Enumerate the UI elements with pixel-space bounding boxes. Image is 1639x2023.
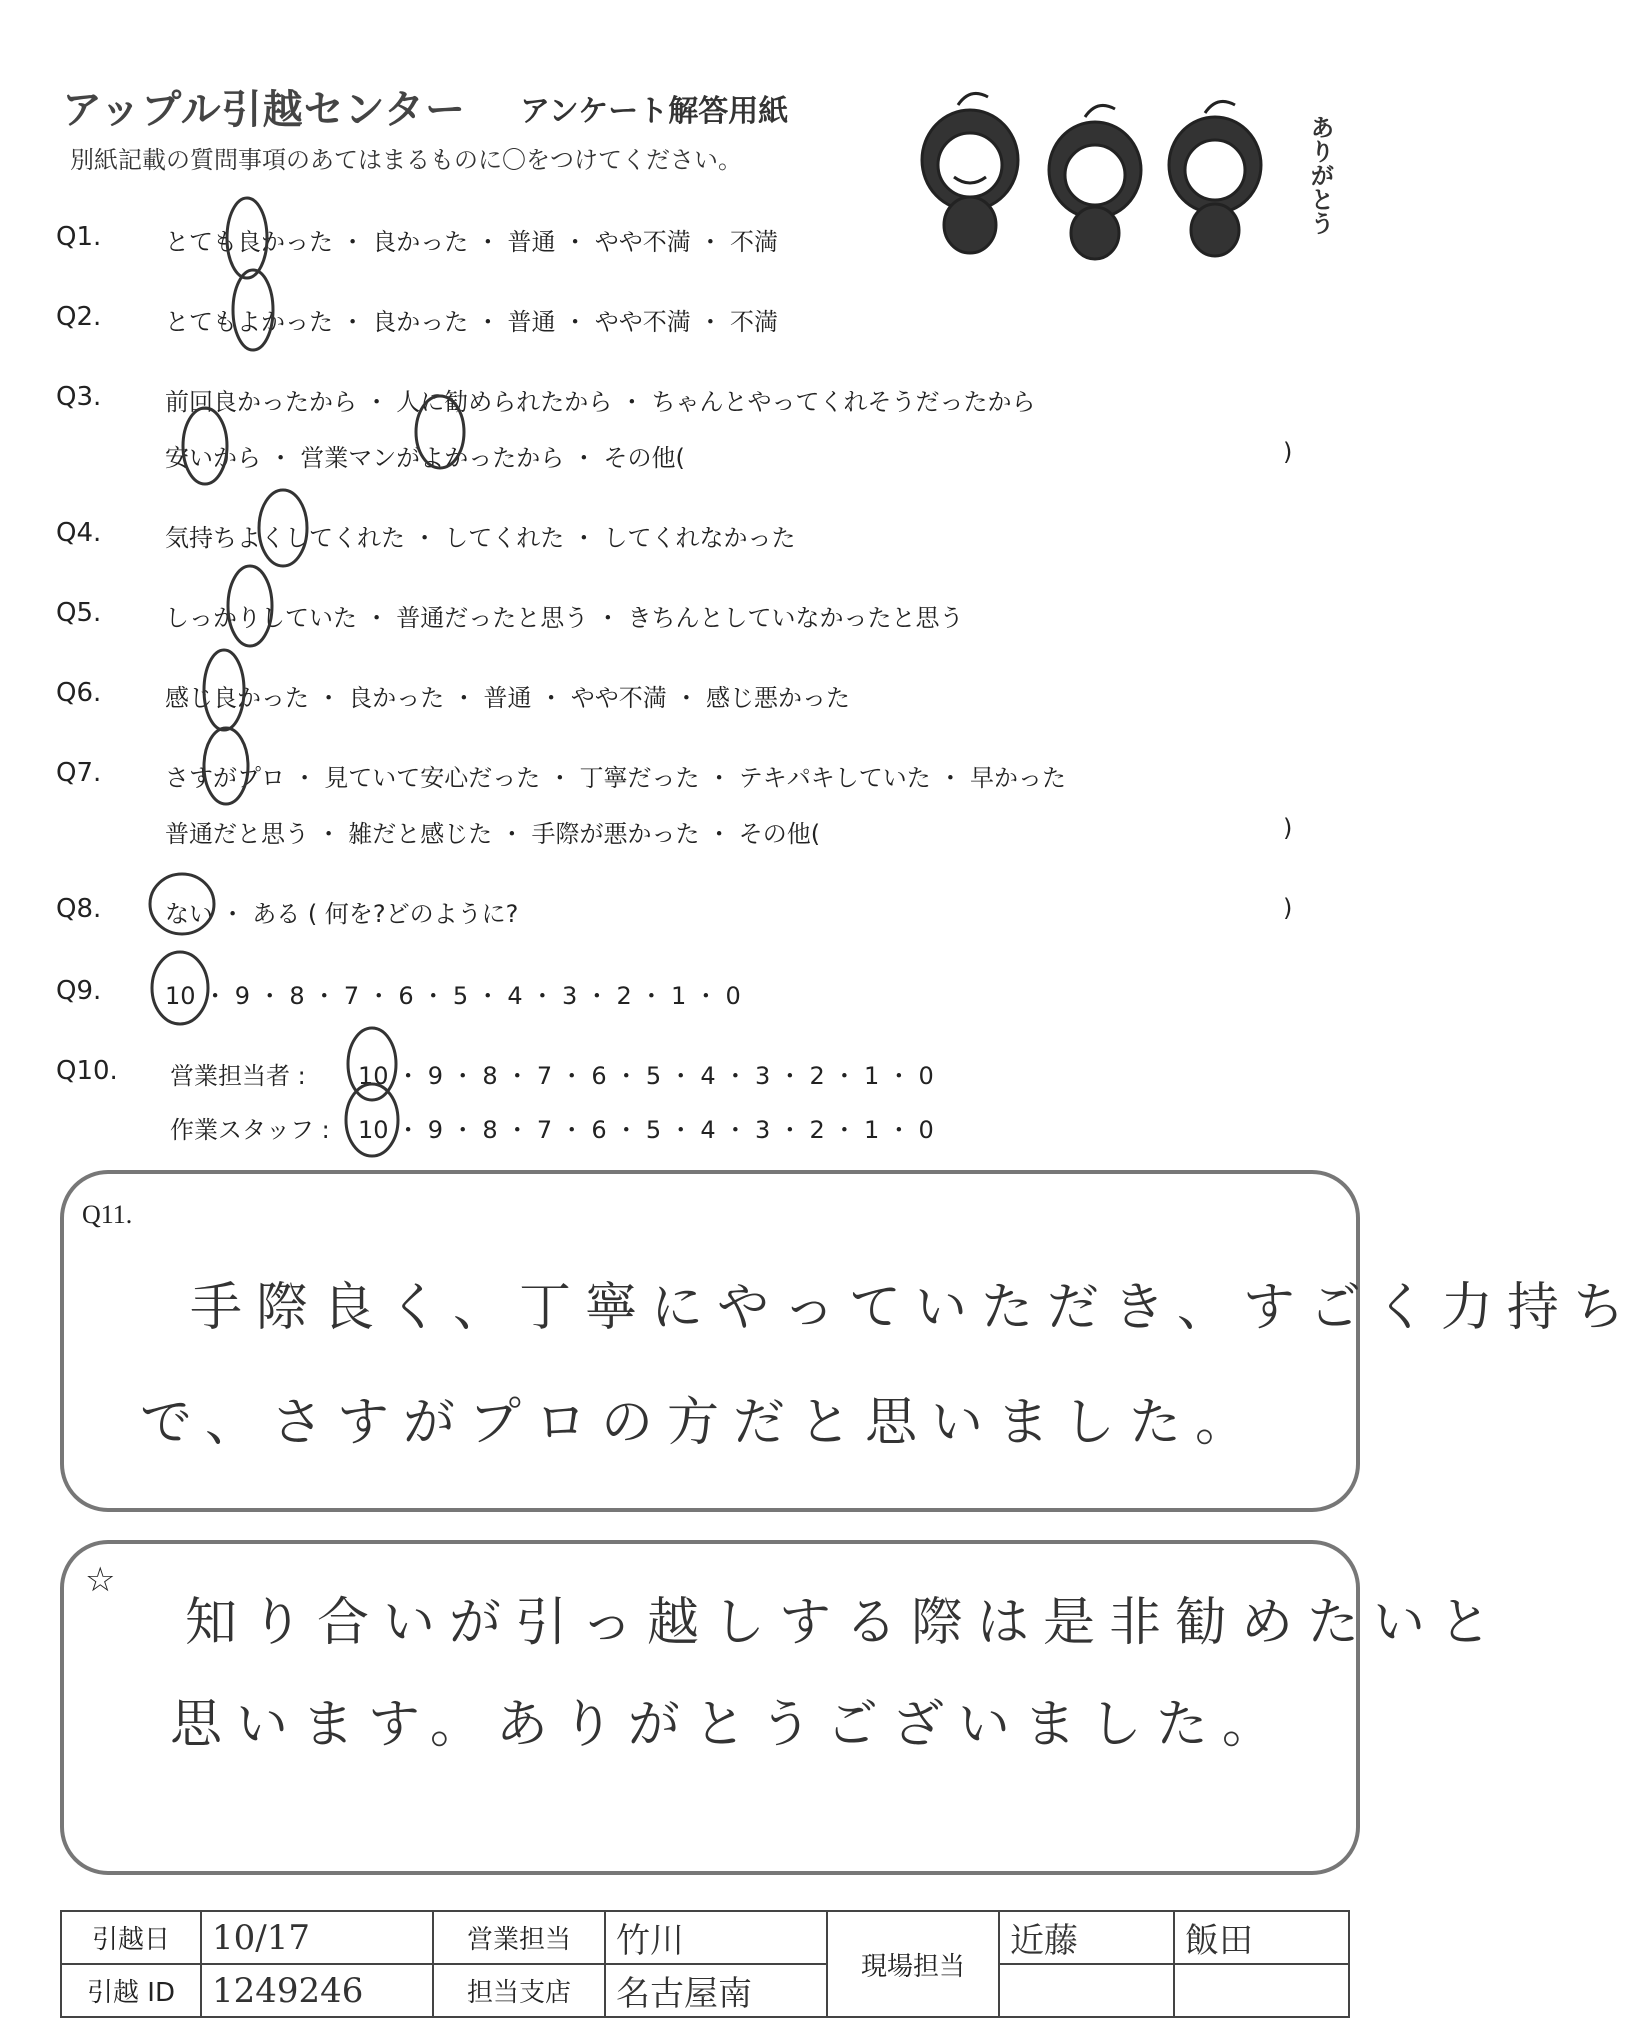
q8-close-paren: ) <box>1283 894 1293 922</box>
instruction-text: 別紙記載の質問事項のあてはまるものに〇をつけてください。 <box>70 146 742 174</box>
q10-sales-label: 営業担当者 : <box>170 1062 306 1090</box>
q9-scale: 10 ・ 9 ・ 8 ・ 7 ・ 6 ・ 5 ・ 4 ・ 3 ・ 2 ・ 1 ・ 0 <box>165 982 741 1010</box>
q3-close-paren: ) <box>1283 438 1293 466</box>
branch-value: 名古屋南 <box>605 1964 827 2017</box>
move-id-value: 1249246 <box>201 1964 433 2017</box>
star-comment-line1: 知り合いが引っ越しする際は是非勧めたいと <box>185 1593 1506 1653</box>
q10-staff-scale: 10 ・ 9 ・ 8 ・ 7 ・ 6 ・ 5 ・ 4 ・ 3 ・ 2 ・ 1 ・ 0 <box>358 1116 934 1144</box>
q4-label: Q4. <box>56 518 102 548</box>
q1-label: Q1. <box>56 222 102 252</box>
site-staff-empty-2 <box>1174 1964 1349 2017</box>
mascot-caption: ありがとう <box>1306 115 1334 235</box>
branch-label: 担当支店 <box>433 1964 605 2017</box>
move-date-value: 10/17 <box>201 1911 433 1964</box>
sales-rep-value: 竹川 <box>605 1911 827 1964</box>
q6-options: 感じ良かった ・ 良かった ・ 普通 ・ やや不満 ・ 感じ悪かった <box>165 684 851 712</box>
site-staff-empty-1 <box>999 1964 1174 2017</box>
q4-options: 気持ちよくしてくれた ・ してくれた ・ してくれなかった <box>165 524 796 552</box>
q10-staff-label: 作業スタッフ : <box>170 1116 330 1144</box>
sales-rep-label: 営業担当 <box>433 1911 605 1964</box>
q7-close-paren: ) <box>1283 814 1293 842</box>
q7-label: Q7. <box>56 758 102 788</box>
mascot-illustration <box>880 85 1340 260</box>
q8-options: ない ・ ある ( 何を?どのように? <box>165 900 519 928</box>
star-comment-line2: 思います。ありがとうございました。 <box>170 1695 1288 1755</box>
move-date-label: 引越日 <box>61 1911 201 1964</box>
site-staff-1: 近藤 <box>999 1911 1174 1964</box>
q1-options: とても良かった ・ 良かった ・ 普通 ・ やや不満 ・ 不満 <box>165 228 779 256</box>
q3-options-line2: 安いから ・ 営業マンがよかったから ・ その他( <box>165 444 685 472</box>
site-staff-2: 飯田 <box>1174 1911 1349 1964</box>
q5-options: しっかりしていた ・ 普通だったと思う ・ きちんとしていなかったと思う <box>165 604 964 632</box>
q3-options-line1: 前回良かったから ・ 人に勧められたから ・ ちゃんとやってくれそうだったから <box>165 388 1036 416</box>
mascot-3 <box>1169 101 1261 256</box>
q6-label: Q6. <box>56 678 102 708</box>
star-icon: ☆ <box>85 1560 116 1600</box>
q10-label: Q10. <box>56 1056 118 1086</box>
q11-comment-line2: で、さすがプロの方だと思いました。 <box>140 1393 1261 1453</box>
q9-label: Q9. <box>56 976 102 1006</box>
move-info-table <box>60 1910 1350 2018</box>
site-staff-label: 現場担当 <box>827 1911 999 2017</box>
q3-label: Q3. <box>56 382 102 412</box>
q2-options: とてもよかった ・ 良かった ・ 普通 ・ やや不満 ・ 不満 <box>165 308 779 336</box>
q11-comment-box <box>60 1170 1360 1512</box>
q10-sales-scale: 10 ・ 9 ・ 8 ・ 7 ・ 6 ・ 5 ・ 4 ・ 3 ・ 2 ・ 1 ・ 0 <box>358 1062 934 1090</box>
q11-comment-line1: 手際良く、丁寧にやっていただき、すごく力持ち <box>190 1278 1639 1338</box>
q5-label: Q5. <box>56 598 102 628</box>
q2-label: Q2. <box>56 302 102 332</box>
q7-options-line1: さすがプロ ・ 見ていて安心だった ・ 丁寧だった ・ テキパキしていた ・ 早かった <box>165 764 1067 792</box>
form-title: アンケート解答用紙 <box>520 94 789 129</box>
q7-options-line2: 普通だと思う ・ 雑だと感じた ・ 手際が悪かった ・ その他( <box>165 820 821 848</box>
mascot-2 <box>1049 105 1141 259</box>
move-id-label: 引越 ID <box>61 1964 201 2017</box>
mascot-1 <box>922 93 1018 253</box>
q8-label: Q8. <box>56 894 102 924</box>
q11-label: Q11. <box>82 1200 133 1229</box>
company-name: アップル引越センター <box>62 87 466 133</box>
